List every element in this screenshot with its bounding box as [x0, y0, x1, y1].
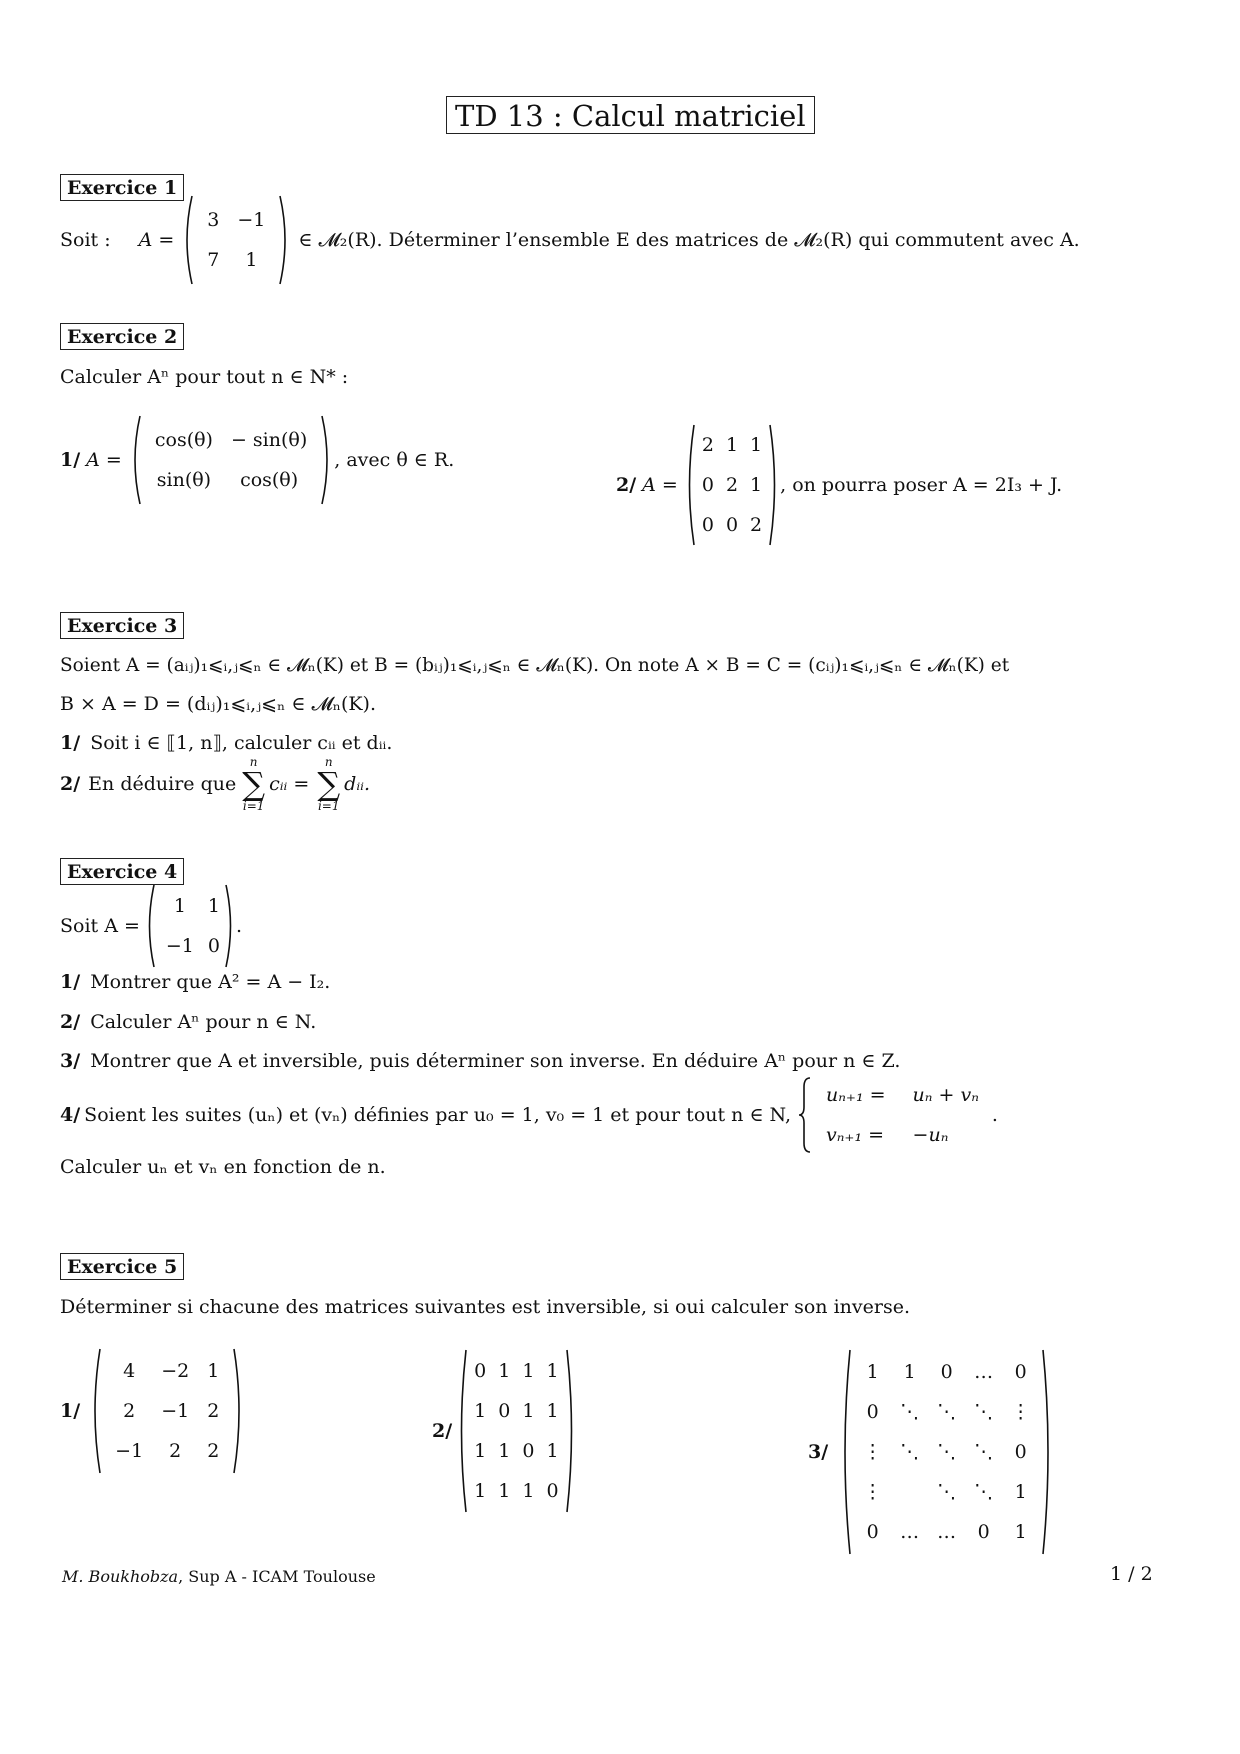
ex2-triangular-matrix	[684, 423, 780, 547]
matrix-cell: 1	[474, 1440, 487, 1462]
ex4-q3-label: 3/	[60, 1050, 81, 1072]
ex5-m2-table	[468, 1351, 564, 1511]
matrix-cell: 1	[522, 1480, 535, 1502]
sum-lower: i=1	[242, 799, 265, 813]
ex1-matrix	[180, 194, 292, 286]
matrix-cell: −1	[237, 209, 266, 231]
footer-affiliation: , Sup A - ICAM Toulouse	[178, 1567, 376, 1586]
matrix-cell: 2	[169, 1440, 182, 1462]
matrix-cell: −2	[161, 1360, 190, 1382]
matrix-cell: 0	[725, 514, 739, 536]
sum-lower: i=1	[317, 799, 340, 813]
matrix-cell: 0	[1014, 1361, 1027, 1383]
ex4-question-3	[60, 1050, 900, 1072]
matrix-cell: ⋱	[900, 1441, 920, 1463]
matrix-cell: 1	[1014, 1481, 1027, 1503]
ex5-q2-label: 2/	[432, 1420, 453, 1442]
sigma-icon: ∑	[317, 765, 341, 803]
matrix-cell: 4	[123, 1360, 136, 1382]
sys-lhs: uₙ₊₁ =	[826, 1084, 886, 1106]
matrix-cell: 0	[546, 1480, 559, 1502]
ex3-question-1	[60, 732, 392, 754]
exercise-1-statement	[60, 195, 1080, 285]
ex5-intro: Déterminer si chacune des matrices suivantes est inversible, si oui calculer son inverse.	[60, 1296, 910, 1318]
matrix-cell: 0	[498, 1400, 511, 1422]
ex4-question-4	[60, 1075, 998, 1155]
matrix-cell: −1	[165, 935, 194, 957]
ex4-q4-label: 4/	[60, 1104, 81, 1126]
ex5-m3-table	[854, 1352, 1039, 1552]
matrix-cell: 1	[725, 434, 739, 456]
matrix-cell: 0	[701, 514, 714, 536]
ex2-question-1	[60, 414, 454, 506]
matrix-cell: 1	[903, 1361, 916, 1383]
left-paren	[128, 414, 142, 506]
sum-upper: n	[249, 755, 258, 769]
ex3-sum-d-term: dᵢᵢ.	[344, 773, 371, 795]
right-paren	[232, 1347, 246, 1475]
ex2-rotation-matrix	[128, 414, 334, 506]
matrix-cell: ⋱	[974, 1481, 994, 1503]
matrix-cell: ⋱	[900, 1401, 920, 1423]
matrix-cell: 1	[750, 474, 763, 496]
ex4-question-2	[60, 1011, 316, 1033]
matrix-cell: 1	[866, 1361, 879, 1383]
ex4-q4-text: Soient les suites (uₙ) et (vₙ) définies par u₀ = 1, v₀ = 1 et pour tout n ∈ N,	[84, 1104, 791, 1126]
ex3-line-1: Soient A = (aᵢⱼ)₁⩽ᵢ,ⱼ⩽ₙ ∈ 𝓜ₙ(K) et B = (bᵢⱼ)₁⩽ᵢ,ⱼ⩽ₙ ∈ 𝓜ₙ(K). On note A × B = C = (cᵢⱼ)₁⩽ᵢ,ⱼ⩽ₙ ∈ 𝓜ₙ(K) et	[60, 655, 1010, 676]
ex5-matrix-1	[88, 1347, 246, 1475]
ex2-question-2	[616, 420, 1062, 550]
ex4-q3-text: Montrer que A et inversible, puis déterminer son inverse. En déduire Aⁿ pour n ∈ Z.	[90, 1050, 901, 1072]
page-number: 1 / 2	[1110, 1563, 1153, 1585]
left-paren	[838, 1348, 852, 1556]
sys-lhs: vₙ₊₁ =	[826, 1124, 885, 1146]
exercise-1-heading: Exercice 1	[60, 174, 184, 201]
ex3-sum-d	[317, 755, 340, 813]
footer-credit	[62, 1567, 376, 1586]
ex2-q2-label: 2/	[616, 474, 637, 496]
ex5-q1-label: 1/	[60, 1400, 81, 1422]
left-paren	[456, 1348, 468, 1514]
exercise-4-heading: Exercice 4	[60, 858, 184, 885]
ex5-matrix-2	[456, 1348, 576, 1514]
ex2-q2-matrix-label: A =	[642, 474, 678, 496]
matrix-cell: 2	[123, 1400, 136, 1422]
ex4-q2-label: 2/	[60, 1011, 81, 1033]
right-paren	[1041, 1348, 1055, 1556]
left-paren	[88, 1347, 102, 1475]
matrix-cell: 0	[866, 1521, 879, 1543]
matrix-cell: ⋮	[863, 1441, 883, 1463]
right-paren	[565, 1348, 577, 1514]
ex3-question-2	[60, 752, 370, 816]
ex3-q1-text: Soit i ∈ ⟦1, n⟧, calculer cᵢᵢ et dᵢᵢ.	[90, 732, 393, 754]
matrix-cell: 0	[207, 935, 220, 957]
matrix-cell: 0	[474, 1360, 487, 1382]
matrix-cell: ⋮	[1011, 1401, 1031, 1423]
sum-upper: n	[324, 755, 333, 769]
matrix-cell: 1	[498, 1360, 511, 1382]
ex2-q1-text: , avec θ ∈ R.	[334, 449, 455, 471]
matrix-cell: ⋱	[974, 1441, 994, 1463]
ex5-question-2	[432, 1346, 577, 1516]
left-paren	[144, 883, 156, 969]
matrix-cell: 0	[522, 1440, 535, 1462]
matrix-cell: 1	[173, 895, 186, 917]
ex2-q1-matrix-label: A =	[86, 449, 122, 471]
ex4-sys-end: .	[991, 1104, 998, 1126]
ex2-q2-text: , on pourra poser A = 2I₃ + J.	[780, 474, 1063, 496]
ex1-matrix-label: A =	[138, 229, 175, 251]
matrix-cell: 1	[498, 1480, 511, 1502]
sys-rhs: −uₙ	[912, 1124, 949, 1146]
right-paren	[224, 883, 236, 969]
right-paren	[320, 414, 334, 506]
matrix-cell: 1	[522, 1400, 535, 1422]
ex4-matrix-table	[156, 886, 224, 966]
matrix-cell: 1	[207, 1360, 220, 1382]
exercise-3-heading: Exercice 3	[60, 612, 184, 639]
ex3-q1-label: 1/	[60, 732, 81, 754]
ex4-lead: Soit A =	[60, 915, 140, 937]
matrix-cell: 0	[1014, 1441, 1027, 1463]
ex4-final: Calculer uₙ et vₙ en fonction de n.	[60, 1156, 386, 1178]
ex2-q2-matrix-table	[696, 425, 768, 545]
matrix-cell: 0	[866, 1401, 879, 1423]
ex1-text: ∈ 𝓜₂(R). Déterminer l’ensemble E des matrices de 𝓜₂(R) qui commutent avec A.	[298, 229, 1080, 251]
matrix-cell	[891, 1472, 928, 1512]
matrix-cell: 1	[750, 434, 763, 456]
matrix-cell: 1	[1014, 1521, 1027, 1543]
matrix-cell: −1	[161, 1400, 190, 1422]
ex3-sum-c	[242, 755, 265, 813]
matrix-cell: 1	[546, 1440, 559, 1462]
matrix-cell: 0	[701, 474, 714, 496]
footer-author: M. Boukhobza	[62, 1567, 179, 1586]
ex4-q1-label: 1/	[60, 971, 81, 993]
ex4-question-1	[60, 971, 330, 993]
matrix-cell: 2	[725, 474, 739, 496]
ex4-lead-end: .	[236, 915, 243, 937]
matrix-cell: 1	[498, 1440, 511, 1462]
ex4-q2-text: Calculer Aⁿ pour n ∈ N.	[90, 1011, 317, 1033]
matrix-cell: 3	[207, 209, 220, 231]
ex2-q1-matrix-table	[146, 420, 316, 500]
right-paren	[278, 194, 292, 286]
matrix-cell: cos(θ)	[240, 469, 299, 491]
page-title: TD 13 : Calcul matriciel	[446, 96, 815, 134]
matrix-cell: 2	[750, 514, 763, 536]
matrix-cell: 1	[474, 1400, 487, 1422]
ex2-intro: Calculer Aⁿ pour tout n ∈ N* :	[60, 366, 349, 388]
ex5-m1-table	[106, 1351, 228, 1471]
matrix-cell: …	[974, 1361, 994, 1383]
matrix-cell: 2	[207, 1400, 220, 1422]
ex3-q2-label: 2/	[60, 773, 81, 795]
right-paren	[768, 423, 780, 547]
ex1-lead: Soit :	[60, 229, 111, 251]
left-paren	[684, 423, 696, 547]
ex5-question-1	[60, 1346, 246, 1476]
matrix-cell: ⋱	[937, 1401, 957, 1423]
ex4-recurrence-system	[817, 1075, 988, 1155]
matrix-cell: 1	[522, 1360, 535, 1382]
matrix-cell: 2	[701, 434, 714, 456]
matrix-cell: 2	[207, 1440, 220, 1462]
ex5-question-3	[808, 1346, 1055, 1558]
left-brace-icon	[797, 1075, 813, 1155]
matrix-cell: ⋱	[937, 1441, 957, 1463]
matrix-cell: 0	[940, 1361, 953, 1383]
ex4-q1-text: Montrer que A² = A − I₂.	[90, 971, 331, 993]
ex4-matrix	[144, 883, 236, 969]
matrix-cell: 1	[207, 895, 220, 917]
matrix-cell: cos(θ)	[154, 429, 213, 451]
ex4-statement	[60, 882, 242, 970]
matrix-cell: sin(θ)	[156, 469, 212, 491]
ex3-sum-c-term: cᵢᵢ =	[269, 773, 310, 795]
matrix-cell: 7	[207, 249, 220, 271]
matrix-cell: …	[937, 1521, 957, 1543]
matrix-cell: ⋮	[863, 1481, 883, 1503]
sigma-icon: ∑	[242, 765, 266, 803]
matrix-cell: ⋱	[974, 1401, 994, 1423]
exercise-2-heading: Exercice 2	[60, 323, 184, 350]
ex2-q1-label: 1/	[60, 449, 81, 471]
ex1-matrix-table	[198, 200, 274, 280]
ex3-line-2: B × A = D = (dᵢⱼ)₁⩽ᵢ,ⱼ⩽ₙ ∈ 𝓜ₙ(K).	[60, 693, 377, 715]
matrix-cell: ⋱	[937, 1481, 957, 1503]
ex3-q2-text: En déduire que	[88, 773, 237, 795]
ex5-q3-label: 3/	[808, 1441, 829, 1463]
matrix-cell: 1	[474, 1480, 487, 1502]
ex5-matrix-3	[838, 1348, 1055, 1556]
matrix-cell: −1	[115, 1440, 144, 1462]
exercise-5-heading: Exercice 5	[60, 1253, 184, 1280]
left-paren	[180, 194, 194, 286]
matrix-cell: 1	[245, 249, 258, 271]
matrix-cell: 1	[546, 1400, 559, 1422]
matrix-cell: 0	[977, 1521, 990, 1543]
matrix-cell: − sin(θ)	[230, 429, 308, 451]
sys-rhs: uₙ + vₙ	[912, 1084, 979, 1106]
matrix-cell: 1	[546, 1360, 559, 1382]
matrix-cell: …	[900, 1521, 920, 1543]
